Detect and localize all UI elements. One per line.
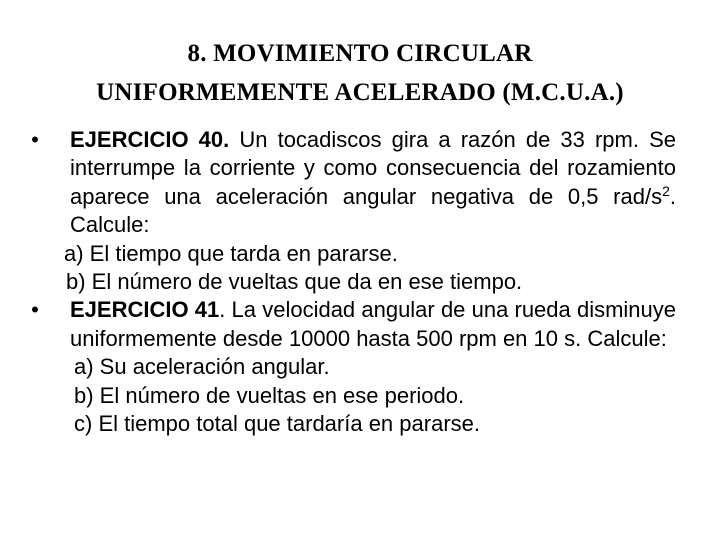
- exercise-40-label: EJERCICIO 40.: [70, 127, 230, 152]
- bullet-icon: •: [31, 127, 39, 152]
- title-line-2: UNIFORMEMENTE ACELERADO (M.C.U.A.): [96, 79, 624, 106]
- slide-title: [20, 34, 700, 112]
- exercise-40-item: [28, 126, 676, 296]
- exercise-41-statement: [70, 296, 676, 353]
- exercise-40-superscript: 2: [662, 182, 670, 199]
- exercise-40-text: Un tocadiscos gira a razón de 33 rpm. Se interrumpe la corriente y como consecuencia del rozamiento aparece una aceleración angular negativa de 0,5 rad/s: [70, 127, 676, 209]
- exercise-41-item: [28, 296, 676, 438]
- title-line-1: 8. MOVIMIENTO CIRCULAR: [187, 40, 533, 67]
- exercise-41-text: . La velocidad angular de una rueda disminuye uniformemente desde 10000 hasta 500 rpm en 10 s. Calcule:: [70, 297, 676, 351]
- exercise-40-part-a: a) El tiempo que tarda en pararse.: [64, 240, 398, 266]
- exercise-40-statement: [70, 126, 676, 240]
- slide-content: [28, 126, 676, 438]
- exercise-40-text-end: . Calcule:: [70, 183, 676, 238]
- exercise-41-part-a: a) Su aceleración angular.: [74, 354, 330, 380]
- exercise-41-label: EJERCICIO 41: [70, 297, 220, 323]
- exercise-41-part-b: b) El número de vueltas en ese periodo.: [74, 382, 465, 408]
- bullet-icon: •: [31, 297, 39, 323]
- exercise-41-part-c: c) El tiempo total que tardaría en pararse.: [74, 411, 480, 437]
- exercise-40-part-b: b) El número de vueltas que da en ese tiempo.: [66, 269, 523, 295]
